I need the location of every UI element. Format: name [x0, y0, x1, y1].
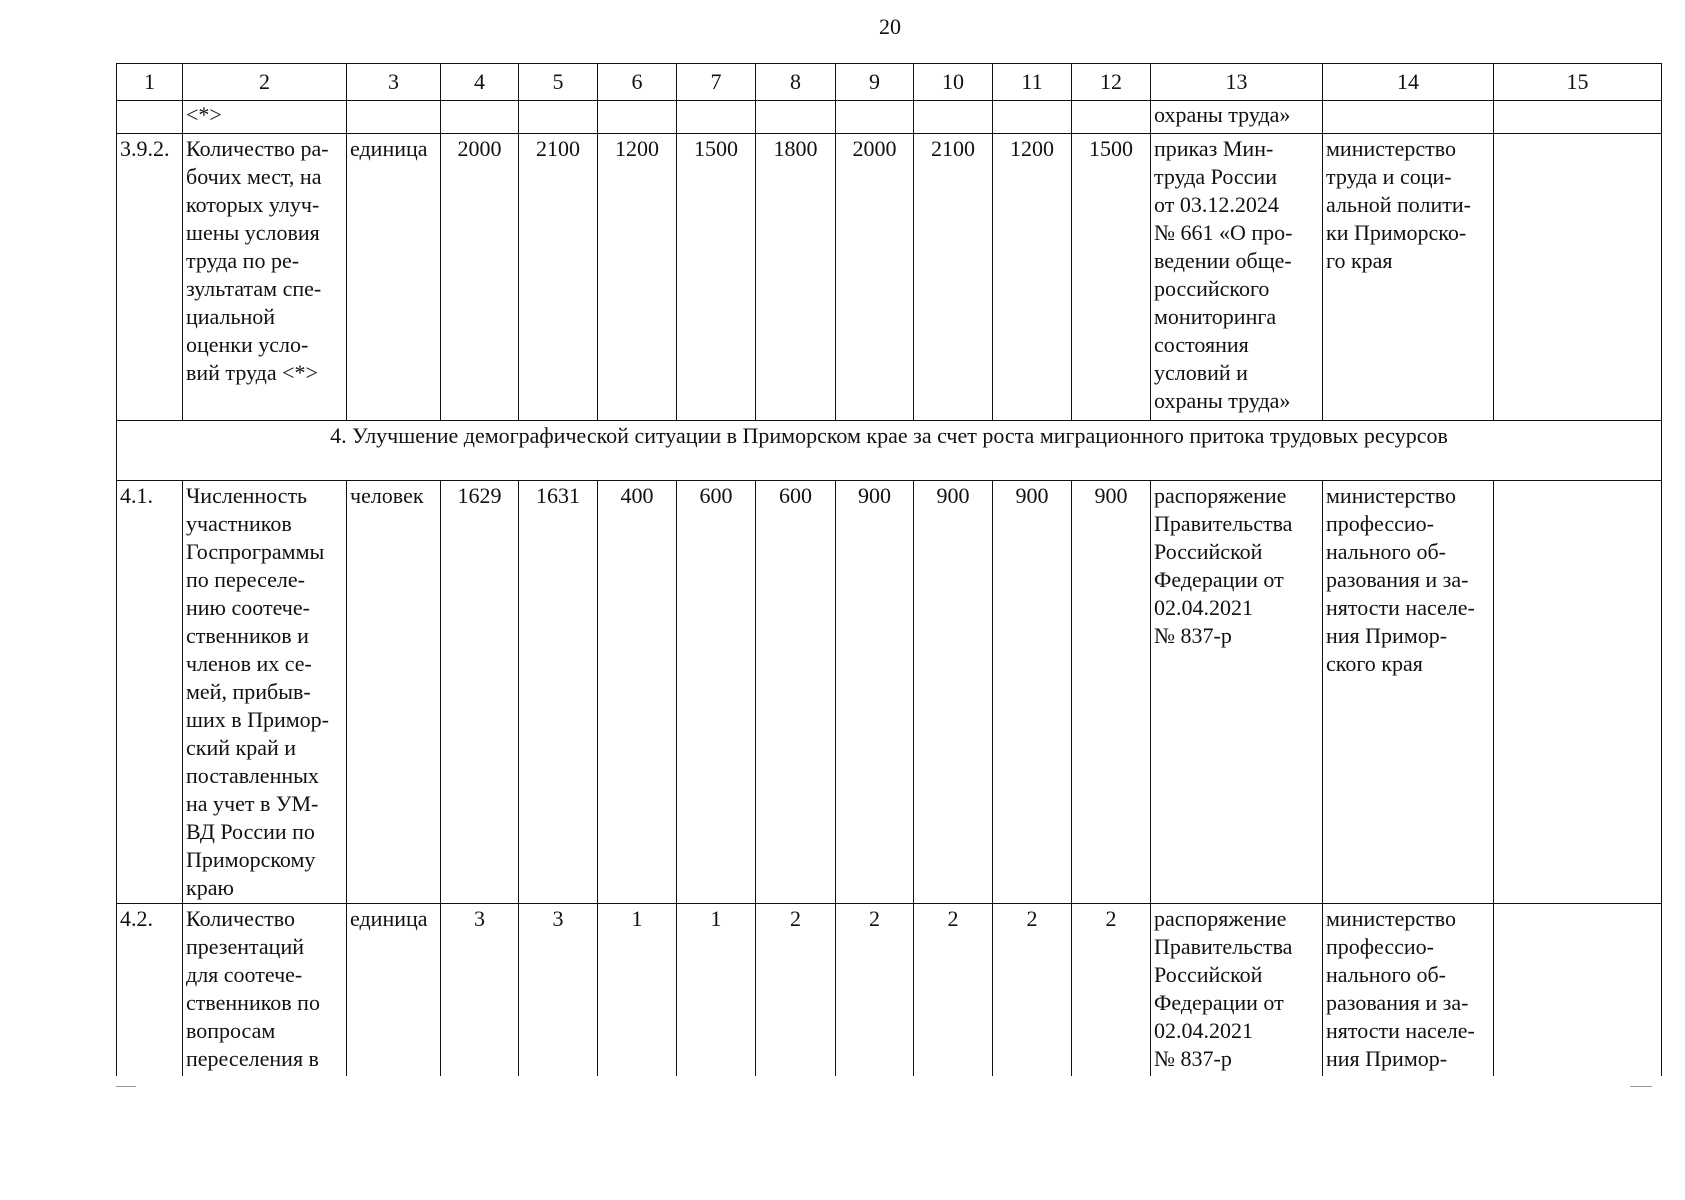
value-cell: 3	[519, 904, 598, 1077]
table-row	[117, 481, 1662, 904]
col-header-11: 11	[993, 64, 1072, 101]
empty-cell	[1494, 481, 1662, 904]
col-header-10: 10	[914, 64, 993, 101]
value-cell: 1631	[519, 481, 598, 904]
value-cell: 900	[1072, 481, 1151, 904]
unit-cell: единица	[347, 134, 441, 421]
value-cell: 1629	[441, 481, 519, 904]
col-header-8: 8	[756, 64, 836, 101]
unit-cell: единица	[347, 904, 441, 1077]
value-cell: 2100	[914, 134, 993, 421]
col-header-15: 15	[1494, 64, 1662, 101]
value-cell: 1	[677, 904, 756, 1077]
indicators-table	[116, 63, 1662, 1076]
value-cell: 2000	[836, 134, 914, 421]
value-cell: 900	[914, 481, 993, 904]
section-row	[117, 421, 1662, 481]
table-row	[117, 904, 1662, 1077]
page-number: 20	[879, 14, 901, 39]
value-cell: 3	[441, 904, 519, 1077]
value-cell: 1500	[1072, 134, 1151, 421]
col-header-1: 1	[117, 64, 183, 101]
value-cell: 600	[756, 481, 836, 904]
col-header-7: 7	[677, 64, 756, 101]
indicator-name: Количество презентаций для соотече- ственников по вопросам переселения в	[183, 904, 347, 1077]
table-row	[117, 134, 1662, 421]
empty-cell	[1494, 134, 1662, 421]
empty-cell	[1494, 904, 1662, 1077]
value-cell: 1200	[598, 134, 677, 421]
value-cell: 2000	[441, 134, 519, 421]
value-cell: 600	[677, 481, 756, 904]
value-cell: 2	[914, 904, 993, 1077]
value-cell: 1	[598, 904, 677, 1077]
continuation-row	[117, 101, 1662, 134]
value-cell: 1200	[993, 134, 1072, 421]
col-header-12: 12	[1072, 64, 1151, 101]
value-cell: 400	[598, 481, 677, 904]
value-cell: 2	[836, 904, 914, 1077]
col-header-3: 3	[347, 64, 441, 101]
col-header-9: 9	[836, 64, 914, 101]
responsible-body: министерство труда и соци- альной полити- ки Приморско- го края	[1323, 134, 1494, 421]
value-cell: 900	[993, 481, 1072, 904]
row-code: 4.2.	[117, 904, 183, 1077]
continuation-name: <*>	[183, 101, 347, 134]
indicator-name: Численность участников Госпрограммы по переселе- нию соотече- ственников и членов их се- мей, прибыв- ших в Примор- ский край и поставленных на учет в УМ- ВД России по Приморскому краю	[183, 481, 347, 904]
col-header-2: 2	[183, 64, 347, 101]
section-title: 4. Улучшение демографической ситуации в Приморском крае за счет роста миграционного притока трудовых ресурсов	[117, 421, 1662, 481]
value-cell: 2	[1072, 904, 1151, 1077]
responsible-body: министерство профессио- нального об- разования и за- нятости населе- ния Примор-	[1323, 904, 1494, 1077]
row-code: 4.1.	[117, 481, 183, 904]
col-header-6: 6	[598, 64, 677, 101]
continuation-document: охраны труда»	[1151, 101, 1323, 134]
value-cell: 2	[756, 904, 836, 1077]
col-header-13: 13	[1151, 64, 1323, 101]
value-cell: 1800	[756, 134, 836, 421]
indicator-name: Количество ра- бочих мест, на которых улуч- шены условия труда по ре- зультатам спе- циальной оценки усло- вий труда <*>	[183, 134, 347, 421]
value-cell: 900	[836, 481, 914, 904]
source-document: распоряжение Правительства Российской Федерации от 02.04.2021 № 837-р	[1151, 481, 1323, 904]
scan-mark-left	[116, 1086, 136, 1087]
scan-mark-right	[1630, 1086, 1652, 1087]
responsible-body: министерство профессио- нального об- разования и за- нятости населе- ния Примор- ского края	[1323, 481, 1494, 904]
column-numbers-row	[117, 64, 1662, 101]
value-cell: 1500	[677, 134, 756, 421]
row-code: 3.9.2.	[117, 134, 183, 421]
col-header-14: 14	[1323, 64, 1494, 101]
value-cell: 2	[993, 904, 1072, 1077]
value-cell: 2100	[519, 134, 598, 421]
col-header-4: 4	[441, 64, 519, 101]
col-header-5: 5	[519, 64, 598, 101]
source-document: приказ Мин- труда России от 03.12.2024 № 661 «О про- ведении обще- российского мониторинга состояния условий и охраны труда»	[1151, 134, 1323, 421]
source-document: распоряжение Правительства Российской Федерации от 02.04.2021 № 837-р	[1151, 904, 1323, 1077]
unit-cell: человек	[347, 481, 441, 904]
